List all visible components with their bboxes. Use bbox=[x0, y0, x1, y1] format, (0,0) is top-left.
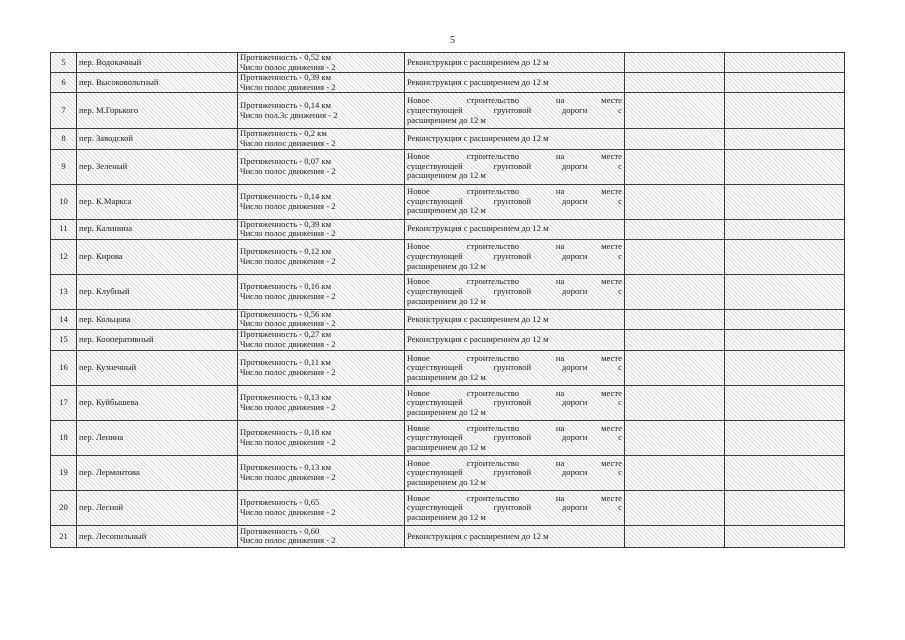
length-text: Протяженность - 0,27 км bbox=[240, 329, 332, 340]
lanes-text: Число полос движения - 2 bbox=[240, 255, 336, 266]
work-text-line: Новое строительство на месте bbox=[407, 422, 622, 433]
street-name-cell: пер. Водокачный bbox=[77, 53, 238, 73]
characteristics-cell bbox=[238, 184, 405, 219]
work-text-line: расширением до 12 м bbox=[407, 170, 486, 181]
work-type-cell bbox=[405, 184, 625, 219]
table-row bbox=[51, 53, 845, 73]
length-text: Протяженность - 0,60 bbox=[240, 525, 320, 536]
street-name-cell: пер. Высоковольтный bbox=[77, 73, 238, 93]
empty-cell bbox=[625, 309, 725, 329]
length-text: Протяженность - 0,65 bbox=[240, 497, 320, 508]
empty-cell bbox=[725, 329, 845, 350]
work-text-line: расширением до 12 м bbox=[407, 260, 486, 271]
empty-cell bbox=[725, 455, 845, 490]
work-text-line: расширением до 12 м bbox=[407, 406, 486, 417]
work-type-cell bbox=[405, 420, 625, 455]
work-text: Реконструкция с расширением до 12 м bbox=[407, 313, 549, 324]
characteristics-cell bbox=[238, 455, 405, 490]
empty-cell bbox=[625, 53, 725, 73]
work-type-cell bbox=[405, 93, 625, 129]
characteristics-cell bbox=[238, 420, 405, 455]
work-type-cell bbox=[405, 53, 625, 73]
characteristics-cell bbox=[238, 350, 405, 385]
lanes-text: Число полос движения - 2 bbox=[240, 506, 336, 517]
work-text-line: Новое строительство на месте bbox=[407, 276, 622, 287]
lanes-text: Число полос движения - 2 bbox=[240, 471, 336, 482]
work-type-cell bbox=[405, 455, 625, 490]
empty-cell bbox=[625, 455, 725, 490]
work-text: Реконструкция с расширением до 12 м bbox=[407, 530, 549, 541]
work-text-line: существующей грунтовой дороги с bbox=[407, 195, 622, 206]
length-text: Протяженность - 0,12 км bbox=[240, 246, 332, 257]
characteristics-cell bbox=[238, 385, 405, 420]
empty-cell bbox=[625, 420, 725, 455]
characteristics-cell bbox=[238, 329, 405, 350]
roads-table bbox=[50, 52, 845, 548]
length-text: Протяженность - 0,52 км bbox=[240, 52, 332, 62]
work-type-cell bbox=[405, 129, 625, 149]
lanes-text: Число полос движения - 2 bbox=[240, 290, 336, 301]
table-body bbox=[51, 53, 845, 548]
empty-cell bbox=[725, 385, 845, 420]
length-text: Протяженность - 0,16 км bbox=[240, 281, 332, 292]
work-text-line: расширением до 12 м bbox=[407, 476, 486, 487]
length-text: Протяженность - 0,2 км bbox=[240, 128, 327, 139]
characteristics-cell bbox=[238, 239, 405, 274]
table-row bbox=[51, 309, 845, 329]
work-text-line: расширением до 12 м bbox=[407, 295, 486, 306]
characteristics-cell bbox=[238, 219, 405, 239]
street-name-cell: пер. Кольцова bbox=[77, 309, 238, 329]
empty-cell bbox=[725, 73, 845, 93]
work-text-line: Новое строительство на месте bbox=[407, 151, 622, 162]
table-row bbox=[51, 420, 845, 455]
work-type-cell bbox=[405, 239, 625, 274]
work-type-cell bbox=[405, 329, 625, 350]
characteristics-cell bbox=[238, 490, 405, 525]
lanes-text: Число полос движения - 2 bbox=[240, 401, 336, 412]
table-row bbox=[51, 385, 845, 420]
work-text-line: Новое строительство на месте bbox=[407, 95, 622, 106]
empty-cell bbox=[625, 184, 725, 219]
empty-cell bbox=[725, 93, 845, 129]
length-text: Протяженность - 0,13 км bbox=[240, 392, 332, 403]
street-name-cell: пер. М.Горького bbox=[77, 93, 238, 129]
street-name-cell: пер. Кооперативный bbox=[77, 329, 238, 350]
street-name-cell: пер. Лермонтова bbox=[77, 455, 238, 490]
empty-cell bbox=[625, 490, 725, 525]
work-text-line: существующей грунтовой дороги с bbox=[407, 397, 622, 408]
table-row bbox=[51, 73, 845, 93]
row-number-cell: 15 bbox=[51, 329, 77, 350]
work-text-line: существующей грунтовой дороги с bbox=[407, 285, 622, 296]
row-number-cell: 12 bbox=[51, 239, 77, 274]
empty-cell bbox=[625, 219, 725, 239]
row-number-cell: 9 bbox=[51, 149, 77, 184]
row-number-cell: 20 bbox=[51, 490, 77, 525]
row-number-cell: 18 bbox=[51, 420, 77, 455]
row-number-cell: 17 bbox=[51, 385, 77, 420]
row-number-cell: 21 bbox=[51, 525, 77, 547]
table-row bbox=[51, 350, 845, 385]
work-text: Реконструкция с расширением до 12 м bbox=[407, 56, 549, 67]
empty-cell bbox=[725, 129, 845, 149]
empty-cell bbox=[625, 329, 725, 350]
page-number: 5 bbox=[450, 35, 455, 46]
table-row bbox=[51, 239, 845, 274]
lanes-text: Число полос движения - 2 bbox=[240, 61, 336, 72]
work-text: Реконструкция с расширением до 12 м bbox=[407, 223, 549, 234]
row-number-cell: 11 bbox=[51, 219, 77, 239]
street-name-cell: пер. К.Маркса bbox=[77, 184, 238, 219]
work-type-cell bbox=[405, 149, 625, 184]
table-row bbox=[51, 219, 845, 239]
work-type-cell bbox=[405, 73, 625, 93]
lanes-text: Число полос движения - 2 bbox=[240, 338, 336, 349]
work-text-line: существующей грунтовой дороги с bbox=[407, 432, 622, 443]
empty-cell bbox=[725, 525, 845, 547]
table-row bbox=[51, 490, 845, 525]
length-text: Протяженность - 0,39 км bbox=[240, 72, 332, 83]
length-text: Протяженность - 0,11 км bbox=[240, 357, 331, 368]
empty-cell bbox=[625, 239, 725, 274]
lanes-text: Число полос движения - 2 bbox=[240, 436, 336, 447]
work-text: Реконструкция с расширением до 12 м bbox=[407, 76, 549, 87]
work-text-line: Новое строительство на месте bbox=[407, 492, 622, 503]
length-text: Протяженность - 0,07 км bbox=[240, 155, 332, 166]
length-text: Протяженность - 0,39 км bbox=[240, 219, 332, 229]
empty-cell bbox=[725, 309, 845, 329]
work-text: Реконструкция с расширением до 12 м bbox=[407, 334, 549, 345]
empty-cell bbox=[625, 385, 725, 420]
empty-cell bbox=[625, 93, 725, 129]
empty-cell bbox=[625, 525, 725, 547]
street-name-cell: пер. Лесопильный bbox=[77, 525, 238, 547]
table-row bbox=[51, 93, 845, 129]
work-type-cell bbox=[405, 385, 625, 420]
empty-cell bbox=[725, 350, 845, 385]
row-number-cell: 8 bbox=[51, 129, 77, 149]
empty-cell bbox=[725, 219, 845, 239]
length-text: Протяженность - 0,56 км bbox=[240, 309, 332, 319]
work-type-cell bbox=[405, 490, 625, 525]
empty-cell bbox=[725, 274, 845, 309]
work-text-line: существующей грунтовой дороги с bbox=[407, 502, 622, 513]
street-name-cell: пер. Кузнечный bbox=[77, 350, 238, 385]
empty-cell bbox=[725, 239, 845, 274]
table-row bbox=[51, 274, 845, 309]
work-type-cell bbox=[405, 350, 625, 385]
work-type-cell bbox=[405, 274, 625, 309]
work-type-cell bbox=[405, 219, 625, 239]
lanes-text: Число полос движения - 2 bbox=[240, 81, 336, 92]
work-text-line: Новое строительство на месте bbox=[407, 352, 622, 363]
lanes-text: Число полос движения - 2 bbox=[240, 535, 336, 546]
work-text-line: расширением до 12 м bbox=[407, 441, 486, 452]
work-type-cell bbox=[405, 525, 625, 547]
work-text-line: Новое строительство на месте bbox=[407, 387, 622, 398]
characteristics-cell bbox=[238, 525, 405, 547]
work-text-line: существующей грунтовой дороги с bbox=[407, 160, 622, 171]
lanes-text: Число полос движения - 2 bbox=[240, 200, 336, 211]
lanes-text: Число полос движения - 2 bbox=[240, 228, 336, 239]
empty-cell bbox=[625, 350, 725, 385]
work-text-line: Новое строительство на месте bbox=[407, 457, 622, 468]
length-text: Протяженность - 0,14 км bbox=[240, 100, 332, 111]
work-text-line: Новое строительство на месте bbox=[407, 241, 622, 252]
lanes-text: Число полос движения - 2 bbox=[240, 137, 336, 148]
characteristics-cell bbox=[238, 129, 405, 149]
table-row bbox=[51, 455, 845, 490]
row-number-cell: 19 bbox=[51, 455, 77, 490]
lanes-text: Число полос движения - 2 bbox=[240, 165, 336, 176]
work-text-line: существующей грунтовой дороги с bbox=[407, 467, 622, 478]
work-text-line: расширением до 12 м bbox=[407, 371, 486, 382]
lanes-text: Число полос движения - 2 bbox=[240, 318, 336, 329]
work-text-line: существующей грунтовой дороги с bbox=[407, 362, 622, 373]
work-text: Реконструкция с расширением до 12 м bbox=[407, 133, 549, 144]
lanes-text: Число полос движения - 2 bbox=[240, 366, 336, 377]
work-text-line: расширением до 12 м bbox=[407, 511, 486, 522]
work-text-line: существующей грунтовой дороги с bbox=[407, 250, 622, 261]
empty-cell bbox=[725, 53, 845, 73]
table-row bbox=[51, 149, 845, 184]
empty-cell bbox=[625, 73, 725, 93]
characteristics-cell bbox=[238, 73, 405, 93]
street-name-cell: пер. Заводской bbox=[77, 129, 238, 149]
characteristics-cell bbox=[238, 93, 405, 129]
table-row bbox=[51, 525, 845, 547]
characteristics-cell bbox=[238, 274, 405, 309]
street-name-cell: пер. Калинина bbox=[77, 219, 238, 239]
characteristics-cell bbox=[238, 309, 405, 329]
street-name-cell: пер. Ленина bbox=[77, 420, 238, 455]
empty-cell bbox=[625, 149, 725, 184]
empty-cell bbox=[725, 490, 845, 525]
characteristics-cell bbox=[238, 149, 405, 184]
row-number-cell: 5 bbox=[51, 53, 77, 73]
empty-cell bbox=[625, 274, 725, 309]
street-name-cell: пер. Куйбышева bbox=[77, 385, 238, 420]
length-text: Протяженность - 0,14 км bbox=[240, 190, 332, 201]
row-number-cell: 10 bbox=[51, 184, 77, 219]
work-text-line: расширением до 12 м bbox=[407, 205, 486, 216]
table-row bbox=[51, 184, 845, 219]
street-name-cell: пер. Лесной bbox=[77, 490, 238, 525]
street-name-cell: пер. Кирова bbox=[77, 239, 238, 274]
street-name-cell: пер. Клубный bbox=[77, 274, 238, 309]
lanes-text: Число пол.3с движения - 2 bbox=[240, 109, 338, 120]
work-type-cell bbox=[405, 309, 625, 329]
row-number-cell: 6 bbox=[51, 73, 77, 93]
table-row bbox=[51, 329, 845, 350]
empty-cell bbox=[725, 149, 845, 184]
row-number-cell: 16 bbox=[51, 350, 77, 385]
empty-cell bbox=[725, 184, 845, 219]
characteristics-cell bbox=[238, 53, 405, 73]
row-number-cell: 7 bbox=[51, 93, 77, 129]
empty-cell bbox=[725, 420, 845, 455]
street-name-cell: пер. Зеленый bbox=[77, 149, 238, 184]
table-row bbox=[51, 129, 845, 149]
work-text-line: существующей грунтовой дороги с bbox=[407, 105, 622, 116]
work-text-line: расширением до 12 м bbox=[407, 114, 486, 125]
row-number-cell: 13 bbox=[51, 274, 77, 309]
work-text-line: Новое строительство на месте bbox=[407, 186, 622, 197]
length-text: Протяженность - 0,13 км bbox=[240, 462, 332, 473]
empty-cell bbox=[625, 129, 725, 149]
length-text: Протяженность - 0,18 км bbox=[240, 427, 332, 438]
row-number-cell: 14 bbox=[51, 309, 77, 329]
